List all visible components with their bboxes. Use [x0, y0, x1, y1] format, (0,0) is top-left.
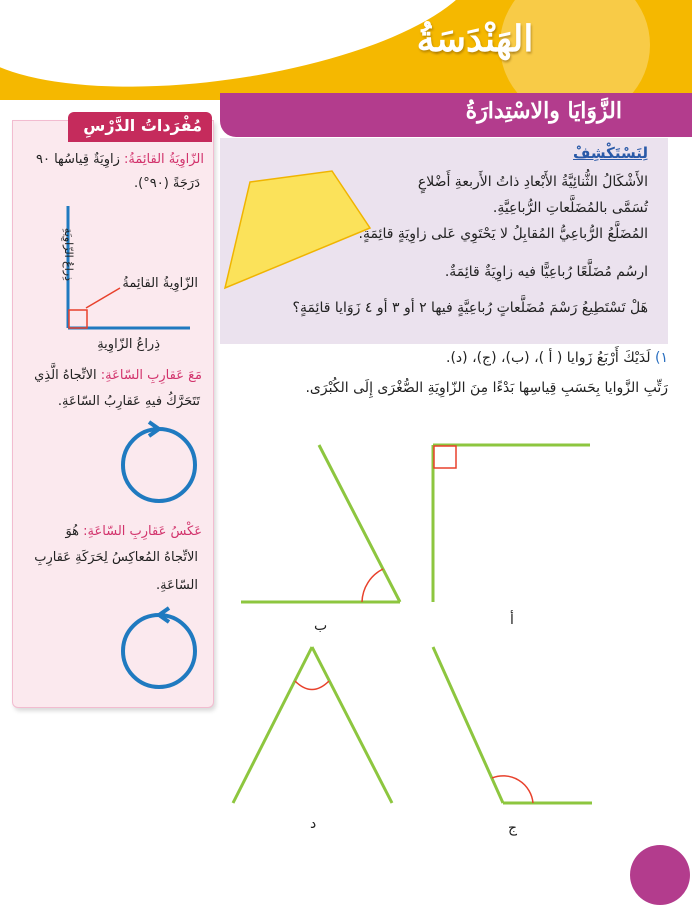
explore-line: ارسُم مُضَلَّعًا رُباعِيًّا فيه زاوِيَةٌ قائِمَةٌ. — [444, 264, 648, 280]
angle-b — [241, 445, 400, 602]
counterclockwise-circle-icon — [119, 606, 209, 696]
angle-d-arm-right — [312, 647, 392, 803]
vocabulary-title: مُفْرَداتُ الدَّرْسِ — [83, 116, 202, 135]
angle-c-arc — [492, 776, 533, 803]
page-number-badge — [630, 845, 690, 905]
question-line-2: رَتِّبِ الزَّوايا بِحَسَبِ قِياسِها بَدْءًا مِنَ الزّاوِيَةِ الصُّغْرَى إِلَى الكُبْرَى. — [305, 380, 668, 396]
chapter-banner — [0, 0, 692, 100]
quadrilateral-shape — [225, 171, 370, 288]
chapter-title: الهَنْدَسَةُ — [416, 18, 534, 60]
vocab-term: مَعَ عَقارِبِ السّاعَةِ: — [100, 368, 202, 383]
vocab-definition: الاتِّجاهُ المُعاكِسُ لِحَرَكَةِ عَقارِبِ — [34, 550, 198, 565]
vocabulary-header — [68, 112, 212, 142]
vocab-definition: هُوَ — [65, 524, 80, 539]
arm-label-horizontal: ذِراعُ الزّاوِيةِ — [97, 337, 160, 352]
vocab-term: عَكْسُ عَقارِبِ السّاعَةِ: — [83, 524, 202, 539]
angle-c-arm-slant — [433, 647, 503, 803]
angle-c-label: ج — [508, 820, 518, 836]
vocab-definition: دَرَجَةً (٩٠°). — [134, 176, 200, 191]
right-angle-mark — [69, 310, 87, 328]
angle-b-label: ب — [314, 618, 328, 634]
right-angle-definition — [36, 148, 204, 172]
clockwise-definition — [34, 364, 202, 388]
counterclockwise-definition — [65, 520, 202, 544]
angle-b-arm-slant — [319, 445, 400, 602]
question-line-1 — [446, 350, 668, 366]
angle-c — [433, 647, 592, 803]
explore-line: الأَشْكَالُ الثُّنائِيَّةُ الأَبْعادِ ذاتُ الأَربعةِ أَضْلاعٍ — [417, 174, 648, 190]
angle-d-label: د — [310, 816, 317, 832]
vocab-definition: الاتِّجاهُ الَّذِي — [34, 368, 97, 383]
pointer-line — [86, 288, 120, 308]
counterclockwise-circle — [123, 615, 195, 687]
quadrilateral-figure — [220, 138, 668, 344]
angle-d-arm-left — [233, 647, 312, 803]
angle-a-mark — [434, 446, 456, 468]
vocab-term: الزّاوِيَةُ القائِمَةُ: — [124, 152, 204, 167]
angle-d — [233, 647, 392, 803]
vocab-definition: زاوِيَةٌ قِياسُها ٩٠ — [35, 152, 120, 167]
question-text: لَدَيْكَ أَرْبَعُ زَوايا ( أ )، (ب)، (ج)، (د). — [446, 350, 651, 366]
explore-box — [220, 138, 668, 344]
clockwise-circle-icon — [119, 420, 209, 510]
explore-line: هَلْ تَسْتَطِيعُ رَسْمَ مُضَلَّعاتٍ رُباعِيَّةٍ فيها ٢ أو ٣ أو ٤ زَوَايا قائِمَةٍ؟ — [292, 300, 648, 316]
explore-line: المُضَلَّعُ الرُّباعِيُّ المُقابِلُ لا يَحْتَوِي عَلى زاوِيَةٍ قائِمَةٍ. — [358, 226, 648, 242]
vocab-definition: السّاعَةِ. — [156, 578, 198, 593]
vocab-definition: تَتَحَرَّكُ فيهِ عَقارِبُ السّاعَةِ. — [57, 394, 200, 409]
right-angle-label: الزّاوِيةُ القائِمةُ — [122, 276, 198, 291]
explore-label: لِنَسْتَكْشِفْ — [573, 144, 648, 162]
angle-a — [433, 445, 590, 602]
arm-label-vertical: ذِراعُ الزّاوِيَةِ — [62, 227, 75, 281]
question-number: ١) — [655, 350, 668, 366]
angle-b-arc — [362, 569, 383, 602]
angle-d-arc — [295, 681, 329, 690]
lesson-title: الزَّوَايَا والاسْتِدارَةُ — [465, 98, 622, 124]
clockwise-circle — [123, 429, 195, 501]
lesson-header — [220, 93, 692, 137]
angle-a-label: أ — [510, 612, 514, 628]
explore-line: تُسَمَّى بالمُضَلَّعاتِ الرُّباعِيَّةِ. — [492, 200, 648, 216]
